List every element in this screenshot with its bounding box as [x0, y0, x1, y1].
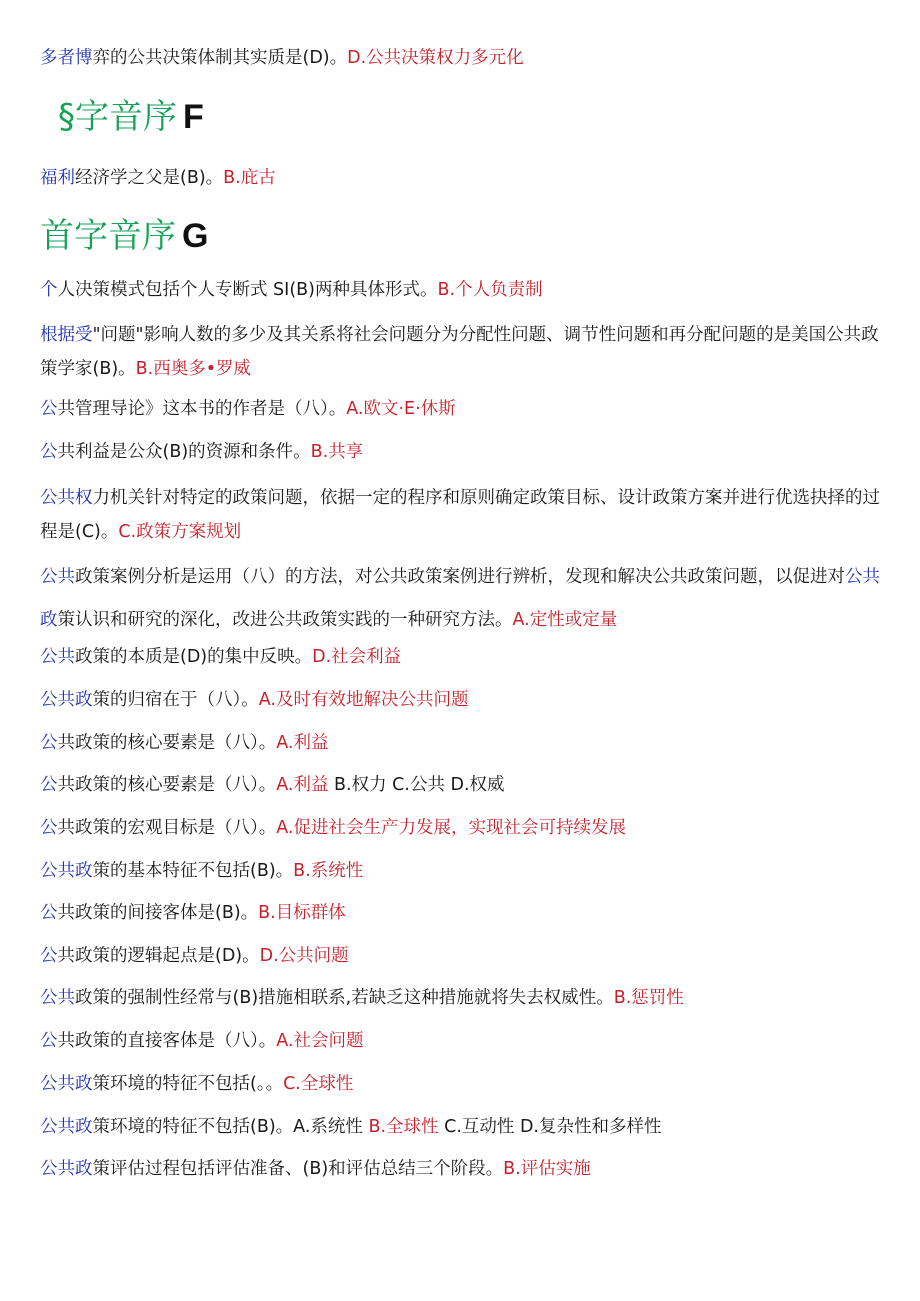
qa-line — [40, 688, 468, 712]
heading-letter: F — [183, 98, 204, 136]
keyword: 公共政 — [40, 1159, 93, 1179]
section-heading-g — [40, 214, 208, 258]
answer-text: A.及时有效地解决公共问题 — [258, 690, 469, 710]
question-text: 共政策的宏观目标是（八）。 — [57, 818, 277, 838]
answer-text: B.个人负责制 — [437, 280, 543, 300]
option-text: C.互动性 D.复杂性和多样性 — [438, 1117, 662, 1137]
qa-line — [40, 166, 276, 190]
qa-line — [40, 901, 346, 925]
qa-line — [40, 556, 880, 642]
question-text: 共政策的逻辑起点是(D)。 — [57, 946, 260, 966]
question-text: 共政策的核心要素是（八）。 — [57, 775, 277, 795]
qa-line — [40, 645, 401, 669]
keyword: 公 — [40, 399, 58, 419]
qa-line — [40, 1115, 661, 1139]
keyword: 公 — [40, 442, 58, 462]
keyword: 公 — [40, 775, 58, 795]
question-text: 共政策的核心要素是（八）。 — [57, 733, 277, 753]
answer-text: D.公共决策权力多元化 — [347, 48, 524, 68]
qa-line — [40, 1157, 591, 1181]
qa-line — [40, 46, 524, 70]
question-text: 政策案例分析是运用（八）的方法，对公共政策案例进行辨析，发现和解决公共政策问题，以促进对 — [75, 567, 845, 587]
answer-text: B.共享 — [310, 442, 364, 462]
question-text: 弈的公共决策体制其实质是(D)。 — [92, 48, 348, 68]
question-text: 策的归宿在于（八）。 — [92, 690, 259, 710]
qa-line — [40, 481, 880, 549]
qa-line — [40, 773, 505, 797]
question-text: 经济学之父是(B)。 — [75, 168, 224, 188]
answer-text: A.欧文·E·休斯 — [346, 399, 456, 419]
answer-text: B.庇古 — [223, 168, 276, 188]
question-text: 共利益是公众(B)的资源和条件。 — [57, 442, 311, 462]
question-text: 策认识和研究的深化，改进公共政策实践的一种研究方法。 — [57, 610, 513, 630]
answer-text: D.公共问题 — [259, 946, 349, 966]
keyword: 公 — [40, 733, 58, 753]
heading-label: §字音序 — [58, 97, 177, 137]
qa-line — [40, 986, 684, 1010]
keyword: 公共 — [40, 988, 75, 1008]
qa-line — [40, 318, 880, 386]
answer-text: A.社会问题 — [276, 1031, 364, 1051]
answer-text: B.系统性 — [293, 861, 364, 881]
keyword: 根据受 — [40, 325, 93, 345]
option-text: B.权力 C.公共 D.权威 — [328, 775, 505, 795]
question-text: 策环境的特征不包括(B)。A.系统性 — [92, 1117, 363, 1137]
answer-text: B.目标群体 — [258, 903, 346, 923]
keyword: 公 — [40, 903, 58, 923]
section-heading-f — [58, 95, 204, 139]
keyword: 福利 — [40, 168, 75, 188]
answer-text: C.政策方案规划 — [118, 522, 242, 542]
qa-line — [40, 440, 363, 464]
question-text: 共政策的间接客体是(B)。 — [57, 903, 259, 923]
question-text: 人决策模式包括个人专断式 SI(B)两种具体形式。 — [57, 280, 438, 300]
answer-text: B.惩罚性 — [613, 988, 684, 1008]
question-text: "问题"影响人数的多少及其关系将社会问题分为分配性问题、调节性问题和再分配问题的是美国公共政策学家(B)。 — [40, 325, 879, 379]
question-text: 策环境的特征不包括(。。 — [92, 1074, 284, 1094]
keyword: 公 — [40, 818, 58, 838]
qa-line — [40, 278, 543, 302]
keyword: 公共政 — [40, 1117, 93, 1137]
heading-letter: G — [182, 217, 209, 255]
qa-line — [40, 1072, 353, 1096]
keyword: 公共政 — [40, 567, 880, 630]
keyword: 公共 — [40, 647, 75, 667]
heading-label: 首字音序 — [40, 216, 176, 256]
keyword: 公共权 — [40, 488, 93, 508]
answer-text: A.利益 — [276, 775, 329, 795]
answer-text: B.西奥多•罗威 — [135, 359, 252, 379]
question-text: 策的基本特征不包括(B)。 — [92, 861, 294, 881]
qa-line — [40, 944, 349, 968]
qa-line — [40, 397, 456, 421]
question-text: 策评估过程包括评估准备、(B)和评估总结三个阶段。 — [92, 1159, 504, 1179]
keyword: 公共政 — [40, 690, 93, 710]
answer-text: B.评估实施 — [503, 1159, 591, 1179]
answer-text: C.全球性 — [283, 1074, 354, 1094]
qa-line — [40, 859, 363, 883]
answer-text: B.全球性 — [362, 1117, 439, 1137]
keyword: 公 — [40, 1031, 58, 1051]
answer-text: A.定性或定量 — [512, 610, 618, 630]
answer-text: A.利益 — [276, 733, 329, 753]
answer-text: D.社会利益 — [312, 647, 402, 667]
question-text: 政策的本质是(D)的集中反映。 — [75, 647, 313, 667]
question-text: 力机关针对特定的政策问题，依据一定的程序和原则确定政策目标、设计政策方案并进行优选抉择的过程是(C)。 — [40, 488, 880, 542]
keyword: 公共政 — [40, 861, 93, 881]
question-text: 共管理导论》这本书的作者是（八）。 — [57, 399, 347, 419]
answer-text: A.促进社会生产力发展，实现社会可持续发展 — [276, 818, 626, 838]
question-text: 政策的强制性经常与(B)措施相联系,若缺乏这种措施就将失去权威性。 — [75, 988, 614, 1008]
keyword: 公共政 — [40, 1074, 93, 1094]
qa-line — [40, 1029, 363, 1053]
question-text: 共政策的直接客体是（八）。 — [57, 1031, 277, 1051]
keyword: 公 — [40, 946, 58, 966]
keyword: 多者博 — [40, 48, 93, 68]
qa-line — [40, 731, 328, 755]
qa-line — [40, 816, 626, 840]
keyword: 个 — [40, 280, 58, 300]
keyword: 公共 — [40, 567, 75, 587]
